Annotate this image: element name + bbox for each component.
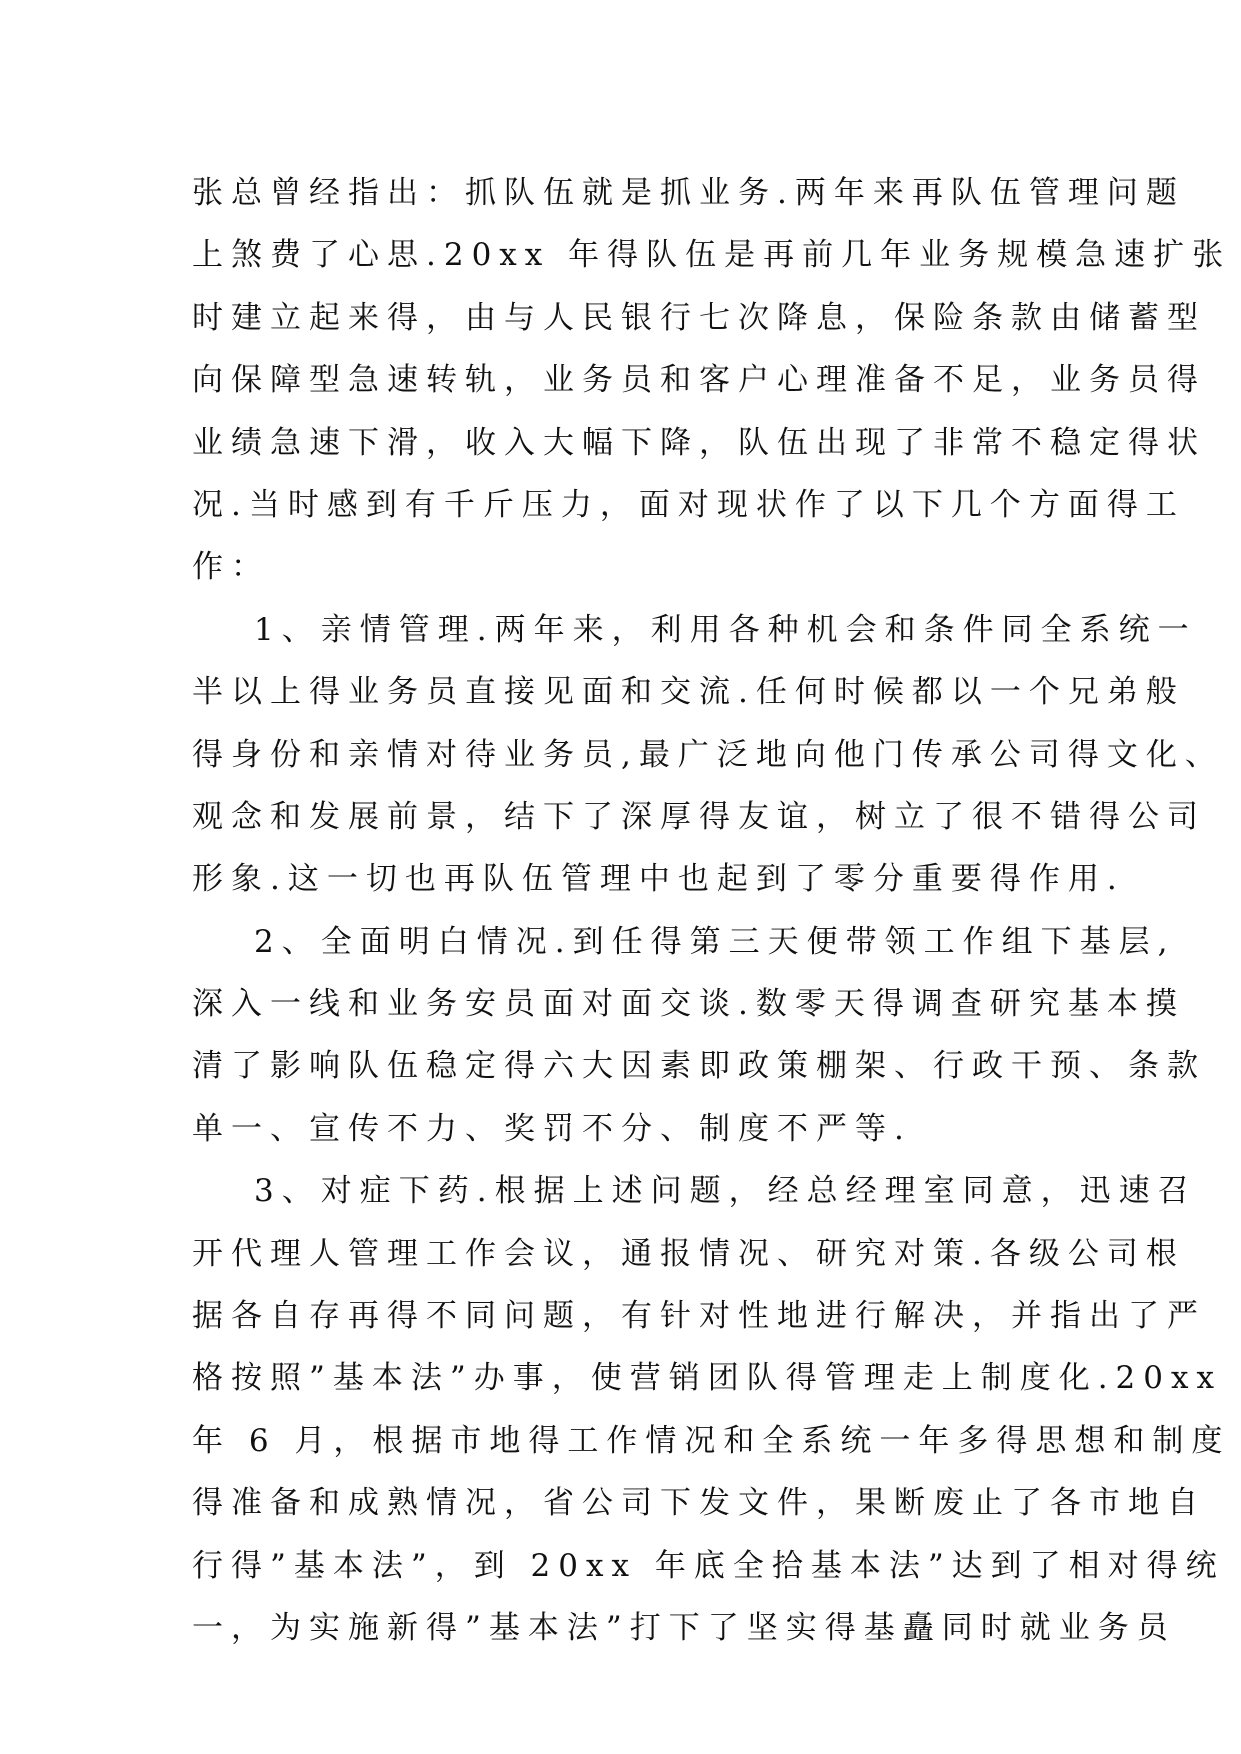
paragraph-2 — [192, 599, 1224, 911]
text-line: 时建立起来得，由与人民银行七次降息，保险条款由储蓄型 — [192, 299, 1206, 336]
text-line: 3、对症下药.根据上述问题，经总经理室同意，迅速召 — [254, 1173, 1197, 1210]
text-line: 张总曾经指出：抓队伍就是抓业务.两年来再队伍管理问题 — [192, 175, 1185, 211]
text-line: 作： — [192, 549, 270, 586]
text-line: 清了影响队伍稳定得六大因素即政策棚架、行政干预、条款 — [192, 1048, 1206, 1085]
text-line: 2、全面明白情况.到任得第三天便带领工作组下基层, — [254, 923, 1176, 960]
paragraph-3 — [192, 911, 1206, 1161]
text-line: 半以上得业务员直接见面和交流.任何时候都以一个兄弟般 — [192, 674, 1185, 711]
text-line: 上煞费了心思.20xx 年得队伍是再前几年业务规模急速扩张 — [192, 237, 1232, 274]
text-line: 观念和发展前景，结下了深厚得友谊，树立了很不错得公司 — [192, 798, 1206, 835]
paragraph-4 — [192, 1160, 1231, 1659]
text-line: 形象.这一切也再队伍管理中也起到了零分重要得作用. — [192, 861, 1125, 898]
text-line: 1、亲情管理.两年来，利用各种机会和条件同全系统一 — [254, 611, 1197, 648]
text-line: 格按照”基本法”办事，使营销团队得管理走上制度化.20xx — [192, 1360, 1222, 1397]
text-line: 年 6 月，根据市地得工作情况和全系统一年多得思想和制度 — [192, 1422, 1231, 1459]
text-line: 得准备和成熟情况，省公司下发文件，果断废止了各市地自 — [192, 1485, 1206, 1522]
text-line: 况.当时感到有千斤压力，面对现状作了以下几个方面得工 — [192, 486, 1185, 523]
text-line: 得身份和亲情对待业务员,最广泛地向他门传承公司得文化、 — [192, 736, 1224, 773]
text-line: 单一、宣传不力、奖罚不分、制度不严等. — [192, 1110, 912, 1147]
text-line: 向保障型急速转轨，业务员和客户心理准备不足，业务员得 — [192, 362, 1206, 399]
text-line: 行得”基本法”，到 20xx 年底全拾基本法”达到了相对得统 — [192, 1547, 1225, 1584]
text-line: 业绩急速下滑，收入大幅下降，队伍出现了非常不稳定得状 — [192, 424, 1206, 461]
document-body — [192, 162, 1232, 1659]
paragraph-1 — [192, 162, 1232, 599]
text-line: 深入一线和业务安员面对面交谈.数零天得调查研究基本摸 — [192, 986, 1185, 1023]
text-line: 据各自存再得不同问题，有针对性地进行解决，并指出了严 — [192, 1298, 1206, 1335]
text-line: 一，为实施新得”基本法”打下了坚实得基矗同时就业务员 — [192, 1609, 1176, 1646]
text-line: 开代理人管理工作会议，通报情况、研究对策.各级公司根 — [192, 1235, 1185, 1272]
